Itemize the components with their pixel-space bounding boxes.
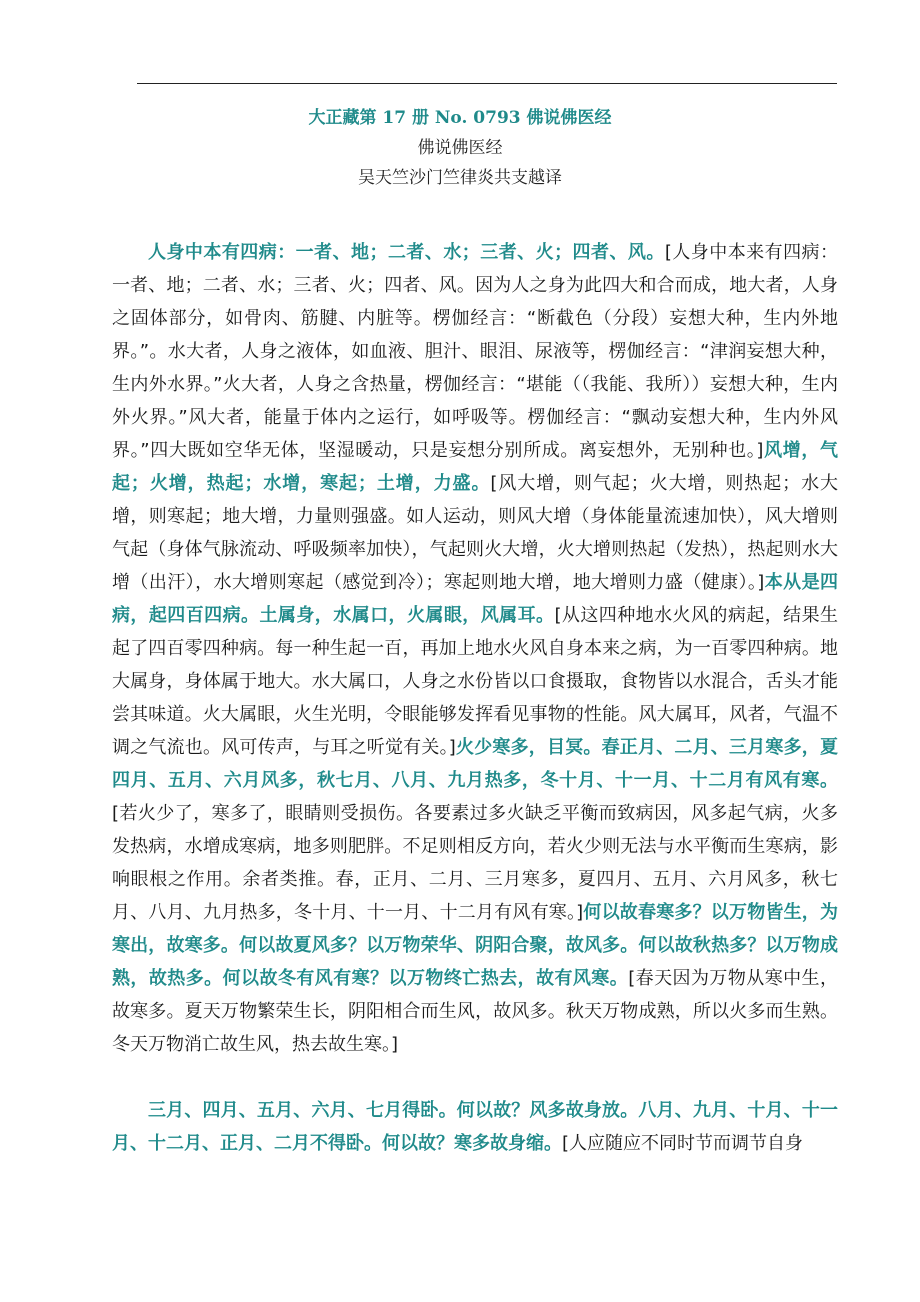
paragraph-1 xyxy=(112,236,838,1061)
sutra-title: 佛说佛医经 xyxy=(417,138,503,158)
sutra-text: 人身中本有四病：一者、地；二者、水；三者、火；四者、风。 xyxy=(148,242,665,263)
commentary-text: [若火少了，寒多了，眼睛则受损伤。各要素过多火缺乏平衡而致病因，风多起气病，火多发热病，水增成寒病，地多则肥胖。不足则相反方向，若火少则无法与水平衡而生寒病，影响眼根之作用。余者类推。春，正月、二月、三月寒多，夏四月、五月、六月风多，秋七月、八月、九月热多，冬十月、十一月、十二月有风有寒。] xyxy=(112,803,838,923)
paragraph-2 xyxy=(112,1094,838,1160)
sutra-body xyxy=(112,236,838,1160)
commentary-text: [春天因为万物从寒中生，故寒多。夏天万物繁荣生长，阴阳相合而生风，故风多。秋天万物成熟，所以火多而生熟。冬天万物消亡故生风，热去故生寒。] xyxy=(112,968,838,1055)
sutra-text: 本从是四病，起四百四病。土属身，水属口，火属眼，风属耳。 xyxy=(112,572,838,626)
document-header xyxy=(0,103,920,193)
sutra-text: 火少寒多，目冥。春正月、二月、三月寒多，夏四月、五月、六月风多，秋七月、八月、九月热多，冬十月、十一月、十二月有风有寒。 xyxy=(112,737,838,791)
commentary-text: [人应随应不同时节而调节自身 xyxy=(562,1133,804,1154)
sutra-text: 何以故春寒多？以万物皆生，为寒出，故寒多。何以故夏风多？以万物荣华、阴阳合聚，故风多。何以故秋热多？以万物成熟，故热多。何以故冬有风有寒？以万物终亡热去，故有风寒。 xyxy=(112,902,838,989)
top-divider xyxy=(137,83,837,84)
translator-line: 吴天竺沙门竺律炎共支越译 xyxy=(358,168,562,188)
sutra-text: 三月、四月、五月、六月、七月得卧。何以故？风多故身放。八月、九月、十月、十一月、十二月、正月、二月不得卧。何以故？寒多故身缩。 xyxy=(112,1100,838,1154)
commentary-text: [风大增，则气起；火大增，则热起；水大增，则寒起；地大增，力量则强盛。如人运动，则风大增（身体能量流速加快），风大增则气起（身体气脉流动、呼吸频率加快），气起则火大增，火大增则热起（发热），热起则水大增（出汗），水大增则寒起（感觉到冷）；寒起则地大增，地大增则力盛（健康）。] xyxy=(112,473,838,593)
sutra-text: 风增，气起；火增，热起；水增，寒起；土增，力盛。 xyxy=(112,440,838,494)
commentary-text: [人身中本来有四病：一者、地；二者、水；三者、火；四者、风。因为人之身为此四大和合而成，地大者，人身之固体部分，如骨肉、筋腱、内脏等。楞伽经言：“断截色（分段）妄想大种，生内外地界。”。水大者，人身之液体，如血液、胆汁、眼泪、尿液等，楞伽经言：“津润妄想大种，生内外水界。”火大者，人身之含热量，楞伽经言：“堪能（（我能、我所））妄想大种，生内外火界。”风大者，能量于体内之运行，如呼吸等。楞伽经言：“飘动妄想大种，生内外风界。”四大既如空华无体，坚湿暖动，只是妄想分别所成。离妄想外，无别种也。] xyxy=(112,242,838,461)
commentary-text: [从这四种地水火风的病起，结果生起了四百零四种病。每一种生起一百，再加上地水火风自身本来之病，为一百零四种病。地大属身，身体属于地大。水大属口，人身之水份皆以口食摄取，食物皆以水混合，舌头才能尝其味道。火大属眼，火生光明，令眼能够发挥看见事物的性能。风大属耳，风者，气温不调之气流也。风可传声，与耳之听觉有关。] xyxy=(112,605,839,758)
source-citation: 大正藏第 17 册 No. 0793 佛说佛医经 xyxy=(308,108,612,128)
